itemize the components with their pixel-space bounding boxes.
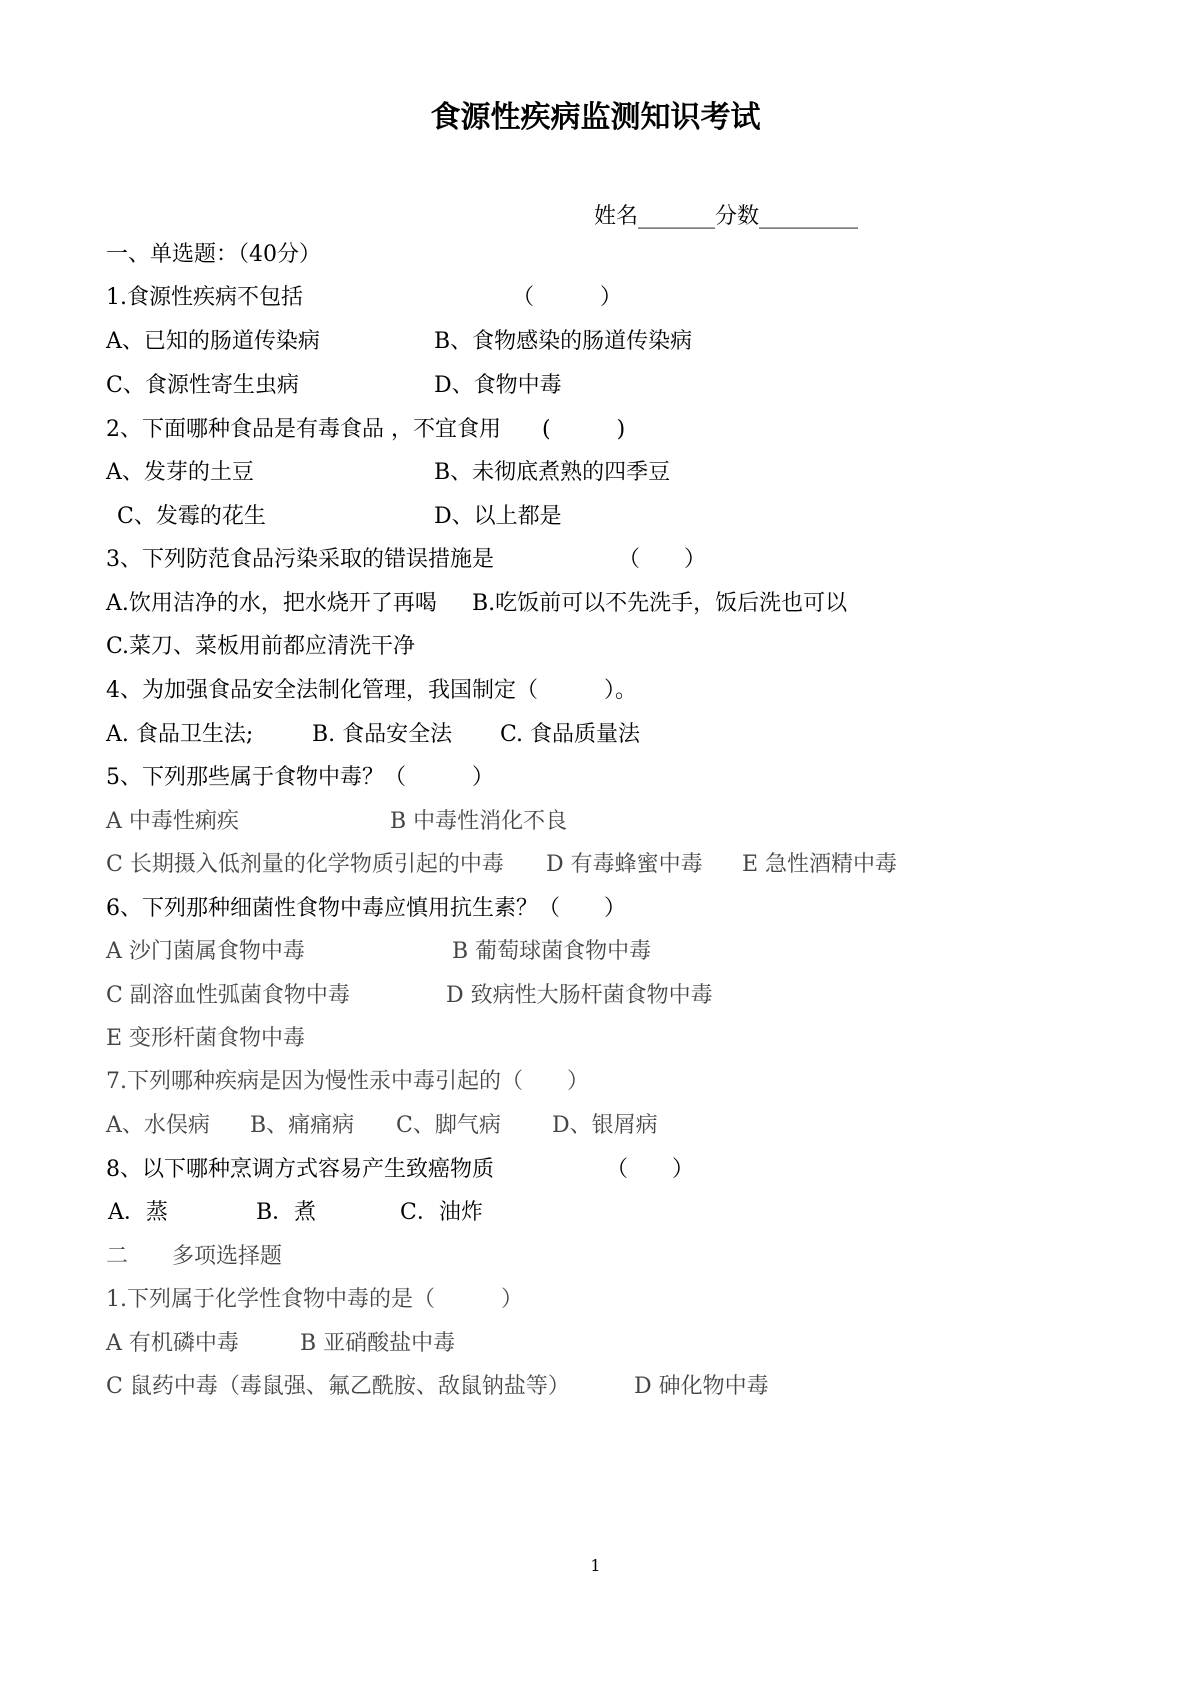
- question-stem: 1.食源性疾病不包括: [106, 285, 303, 310]
- question-stem: 8、以下哪种烹调方式容易产生致癌物质: [106, 1157, 494, 1182]
- option-b: B 亚硝酸盐中毒: [300, 1331, 456, 1356]
- option-d: D、银屑病: [552, 1113, 658, 1138]
- page-title: 食源性疾病监测知识考试: [430, 100, 761, 135]
- option-c: C 副溶血性弧菌食物中毒: [106, 983, 350, 1008]
- option-b: B、食物感染的肠道传染病: [434, 329, 693, 354]
- option-d: D 有毒蜂蜜中毒: [546, 852, 703, 877]
- page-number: 1: [590, 1556, 601, 1575]
- option-a: A 沙门菌属食物中毒: [106, 939, 305, 964]
- option-a: A、已知的肠道传染病: [106, 329, 320, 354]
- option-b: B 中毒性消化不良: [390, 809, 568, 834]
- question-stem: 3、下列防范食品污染采取的错误措施是: [106, 547, 494, 572]
- option-a: A、水俣病: [106, 1113, 210, 1138]
- option-a: A．蒸: [108, 1200, 168, 1225]
- option-a: A 有机磷中毒: [106, 1331, 239, 1356]
- answer-blank: （ ）: [618, 547, 707, 572]
- option-a: A.饮用洁净的水，把水烧开了再喝: [106, 591, 437, 616]
- option-c: C、食源性寄生虫病: [106, 373, 299, 398]
- question-stem: 6、下列那种细菌性食物中毒应慎用抗生素？（ ）: [106, 896, 626, 921]
- option-b: B. 食品安全法: [312, 722, 453, 747]
- question-stem: 4、为加强食品安全法制化管理，我国制定（ ）。: [106, 678, 637, 703]
- question-stem: 7.下列哪种疾病是因为慢性汞中毒引起的（ ）: [106, 1069, 589, 1094]
- option-c: C、脚气病: [396, 1113, 501, 1138]
- answer-blank: ( ): [542, 417, 626, 442]
- option-a: A、发芽的土豆: [106, 460, 254, 485]
- question-stem: 2、下面哪种食品是有毒食品 ，不宜食用: [106, 417, 501, 442]
- question-stem: 5、下列那些属于食物中毒？（ ）: [106, 765, 494, 790]
- option-c: C．油炸: [400, 1200, 483, 1225]
- option-d: D、以上都是: [434, 504, 562, 529]
- option-a: A. 食品卫生法;: [106, 722, 254, 747]
- option-d: D 砷化物中毒: [634, 1374, 769, 1399]
- option-c: C. 食品质量法: [500, 722, 641, 747]
- option-c: C.菜刀、菜板用前都应清洗干净: [106, 634, 416, 659]
- option-b: B．煮: [256, 1200, 317, 1225]
- option-b: B 葡萄球菌食物中毒: [452, 939, 652, 964]
- option-c: C 长期摄入低剂量的化学物质引起的中毒: [106, 852, 504, 877]
- option-b: B.吃饭前可以不先洗手，饭后洗也可以: [472, 591, 848, 616]
- option-b: B、未彻底煮熟的四季豆: [434, 460, 671, 485]
- option-c: C 鼠药中毒（毒鼠强、氟乙酰胺、敌鼠钠盐等）: [106, 1374, 570, 1399]
- answer-blank: （ ）: [512, 285, 623, 310]
- option-e: E 急性酒精中毒: [742, 852, 898, 877]
- option-d: D 致病性大肠杆菌食物中毒: [446, 983, 713, 1008]
- option-e: E 变形杆菌食物中毒: [106, 1026, 306, 1051]
- answer-blank: （ ）: [606, 1157, 695, 1182]
- option-b: B、痛痛病: [250, 1113, 355, 1138]
- section1-heading: 一、单选题：（40分）: [106, 242, 321, 267]
- option-a: A 中毒性痢疾: [106, 809, 239, 834]
- option-c: C、发霉的花生: [117, 504, 266, 529]
- name-score-line: 姓名_______分数_________: [594, 204, 859, 229]
- section2-heading: 二 多项选择题: [106, 1244, 283, 1269]
- question-stem: 1.下列属于化学性食物中毒的是（ ）: [106, 1287, 523, 1312]
- option-d: D、食物中毒: [434, 373, 562, 398]
